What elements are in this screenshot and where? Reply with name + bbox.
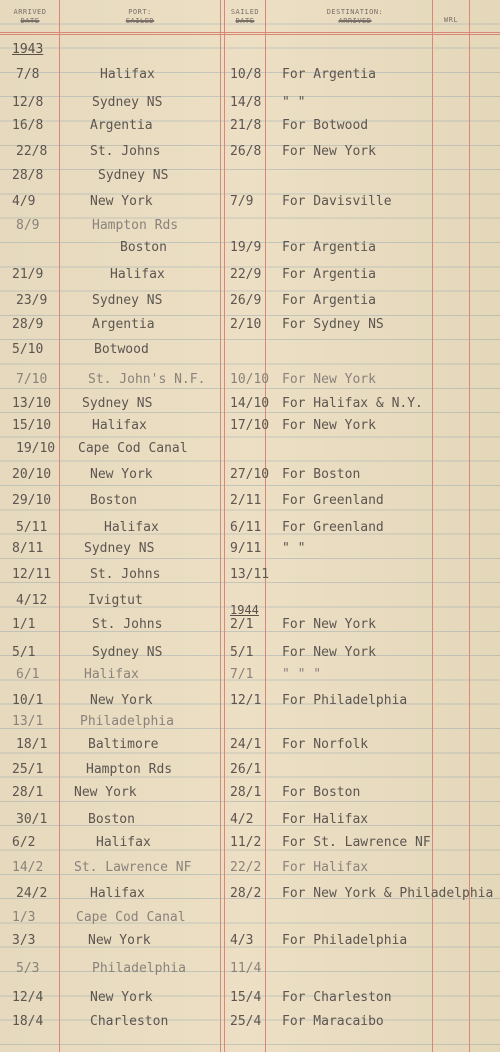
port-name: Philadelphia (80, 714, 174, 729)
sailed-date: 7/1 (230, 667, 254, 682)
destination: For Greenland (282, 493, 384, 508)
port-name: Baltimore (88, 737, 159, 752)
port-name: Botwood (94, 342, 149, 357)
port-name: New York (90, 467, 153, 482)
destination: For Philadelphia (282, 693, 408, 708)
destination: For Norfolk (282, 737, 369, 752)
port-name: Charleston (90, 1014, 169, 1029)
sailed-date: 15/4 (230, 990, 262, 1005)
destination: For Greenland (282, 520, 384, 535)
sailed-date: 22/2 (230, 860, 262, 875)
header-arrived-label: ARRIVED (13, 8, 47, 16)
port-name: New York (88, 933, 151, 948)
arrived-date: 12/11 (12, 567, 52, 582)
arrived-date: 3/3 (12, 933, 36, 948)
port-name: Argentia (92, 317, 155, 332)
sailed-date: 22/9 (230, 267, 262, 282)
port-name: St. Johns (92, 617, 163, 632)
sailed-date: 26/9 (230, 293, 262, 308)
port-name: Argentia (90, 118, 153, 133)
sailed-date: 10/8 (230, 67, 262, 82)
arrived-date: 1/3 (12, 910, 36, 925)
arrived-date: 12/8 (12, 95, 44, 110)
port-name: Boston (120, 240, 167, 255)
destination: For Boston (282, 785, 361, 800)
sailed-date: 4/3 (230, 933, 254, 948)
port-name: Halifax (92, 418, 147, 433)
port-name: Halifax (90, 886, 145, 901)
sailed-date: 6/11 (230, 520, 262, 535)
port-name: Philadelphia (92, 961, 186, 976)
header-destination-label: DESTINATION: (326, 8, 384, 16)
sailed-date: 11/4 (230, 961, 262, 976)
port-name: Sydney NS (92, 95, 163, 110)
sailed-date: 4/2 (230, 812, 254, 827)
header-sailed-label: SAILED (230, 8, 260, 16)
arrived-date: 10/1 (12, 693, 44, 708)
arrived-date: 5/10 (12, 342, 44, 357)
destination: For Charleston (282, 990, 392, 1005)
port-name: Halifax (84, 667, 139, 682)
arrived-date: 5/3 (16, 961, 40, 976)
arrived-date: 1/1 (12, 617, 36, 632)
destination: For Halifax (282, 860, 369, 875)
sailed-date: 5/1 (230, 645, 254, 660)
sailed-date: 9/11 (230, 541, 262, 556)
year-1943: 1943 (12, 42, 44, 57)
arrived-date: 6/2 (12, 835, 36, 850)
arrived-date: 24/2 (16, 886, 48, 901)
arrived-date: 28/1 (12, 785, 44, 800)
sailed-date: 14/10 (230, 396, 270, 411)
arrived-date: 8/9 (16, 218, 40, 233)
port-name: Sydney NS (92, 645, 163, 660)
arrived-date: 14/2 (12, 860, 44, 875)
sailed-date: 28/1 (230, 785, 262, 800)
port-name: Halifax (110, 267, 165, 282)
destination: For St. Lawrence NF (282, 835, 431, 850)
destination: For Argentia (282, 267, 376, 282)
sailed-date: 25/4 (230, 1014, 262, 1029)
port-name: Halifax (104, 520, 159, 535)
arrived-date: 30/1 (16, 812, 48, 827)
year-1944: 1944 (230, 603, 259, 617)
port-name: Ivigtut (88, 593, 143, 608)
destination: For Argentia (282, 240, 376, 255)
arrived-date: 19/10 (16, 441, 56, 456)
sailed-date: 27/10 (230, 467, 270, 482)
arrived-date: 18/1 (16, 737, 48, 752)
sailed-date: 2/11 (230, 493, 262, 508)
destination: For Philadelphia (282, 933, 408, 948)
arrived-date: 20/10 (12, 467, 52, 482)
arrived-date: 13/1 (12, 714, 44, 729)
arrived-date: 5/11 (16, 520, 48, 535)
destination: For New York & Philadelphia (282, 886, 494, 901)
destination: For New York (282, 617, 376, 632)
arrived-date: 4/9 (12, 194, 36, 209)
destination: For Halifax (282, 812, 369, 827)
header-port-struck: SAILED (125, 17, 155, 25)
arrived-date: 21/9 (12, 267, 44, 282)
port-name: Cape Cod Canal (76, 910, 186, 925)
port-name: Sydney NS (98, 168, 169, 183)
sailed-date: 26/1 (230, 762, 262, 777)
header-rule (0, 32, 500, 33)
destination: For Argentia (282, 67, 376, 82)
arrived-date: 18/4 (12, 1014, 44, 1029)
port-name: St. John's N.F. (88, 372, 206, 387)
port-name: New York (74, 785, 137, 800)
sailed-date: 12/1 (230, 693, 262, 708)
sailed-date: 24/1 (230, 737, 262, 752)
arrived-date: 28/8 (12, 168, 44, 183)
port-name: St. Lawrence NF (74, 860, 192, 875)
arrived-date: 6/1 (16, 667, 40, 682)
port-name: Boston (88, 812, 135, 827)
port-name: St. Johns (90, 567, 161, 582)
port-name: Hampton Rds (86, 762, 173, 777)
sailed-date: 7/9 (230, 194, 254, 209)
arrived-date: 12/4 (12, 990, 44, 1005)
destination: For Boston (282, 467, 361, 482)
sailed-date: 13/11 (230, 567, 270, 582)
arrived-date: 13/10 (12, 396, 52, 411)
header-port-label: PORT: (128, 8, 152, 16)
destination: For Sydney NS (282, 317, 384, 332)
port-name: Halifax (96, 835, 151, 850)
destination: For Maracaibo (282, 1014, 384, 1029)
column-rule (265, 0, 266, 1052)
header-destination (300, 8, 410, 26)
header-destination-struck: ARRIVED (338, 17, 372, 25)
port-name: Sydney NS (84, 541, 155, 556)
arrived-date: 7/8 (16, 67, 40, 82)
sailed-date: 14/8 (230, 95, 262, 110)
sailed-date: 19/9 (230, 240, 262, 255)
column-rule (59, 0, 60, 1052)
destination: For New York (282, 372, 376, 387)
port-name: New York (90, 693, 153, 708)
sailed-date: 11/2 (230, 835, 262, 850)
header-port (100, 8, 180, 26)
port-name: Cape Cod Canal (78, 441, 188, 456)
sailed-date: 2/10 (230, 317, 262, 332)
column-rule (224, 0, 225, 1052)
destination: For New York (282, 418, 376, 433)
destination: " " (282, 95, 306, 110)
port-name: Halifax (100, 67, 155, 82)
sailed-date: 21/8 (230, 118, 262, 133)
port-name: St. Johns (90, 144, 161, 159)
destination: " " (282, 541, 306, 556)
header-arrived (4, 8, 56, 26)
destination: For Botwood (282, 118, 369, 133)
destination: For Argentia (282, 293, 376, 308)
header-wrl (434, 16, 468, 25)
header-arrived-struck: DATE (20, 17, 40, 25)
port-name: New York (90, 990, 153, 1005)
arrived-date: 16/8 (12, 118, 44, 133)
header-sailed-struck: DATE (235, 17, 255, 25)
header-wrl-label: WRL (443, 16, 459, 24)
sailed-date: 10/10 (230, 372, 270, 387)
arrived-date: 23/9 (16, 293, 48, 308)
port-name: Boston (90, 493, 137, 508)
destination: For New York (282, 144, 376, 159)
sailed-date: 17/10 (230, 418, 270, 433)
sailed-date: 28/2 (230, 886, 262, 901)
port-name: New York (90, 194, 153, 209)
sailed-date: 2/1 (230, 617, 254, 632)
arrived-date: 25/1 (12, 762, 44, 777)
sailed-date: 26/8 (230, 144, 262, 159)
arrived-date: 28/9 (12, 317, 44, 332)
destination: For Davisville (282, 194, 392, 209)
destination: For New York (282, 645, 376, 660)
arrived-date: 29/10 (12, 493, 52, 508)
arrived-date: 22/8 (16, 144, 48, 159)
header-rule (0, 34, 500, 35)
arrived-date: 5/1 (12, 645, 36, 660)
arrived-date: 15/10 (12, 418, 52, 433)
destination: " " " (282, 667, 322, 682)
destination: For Halifax & N.Y. (282, 396, 423, 411)
column-rule (220, 0, 221, 1052)
arrived-date: 4/12 (16, 593, 48, 608)
header-sailed (227, 8, 263, 26)
port-name: Sydney NS (82, 396, 153, 411)
arrived-date: 7/10 (16, 372, 48, 387)
arrived-date: 8/11 (12, 541, 44, 556)
port-name: Sydney NS (92, 293, 163, 308)
port-name: Hampton Rds (92, 218, 179, 233)
